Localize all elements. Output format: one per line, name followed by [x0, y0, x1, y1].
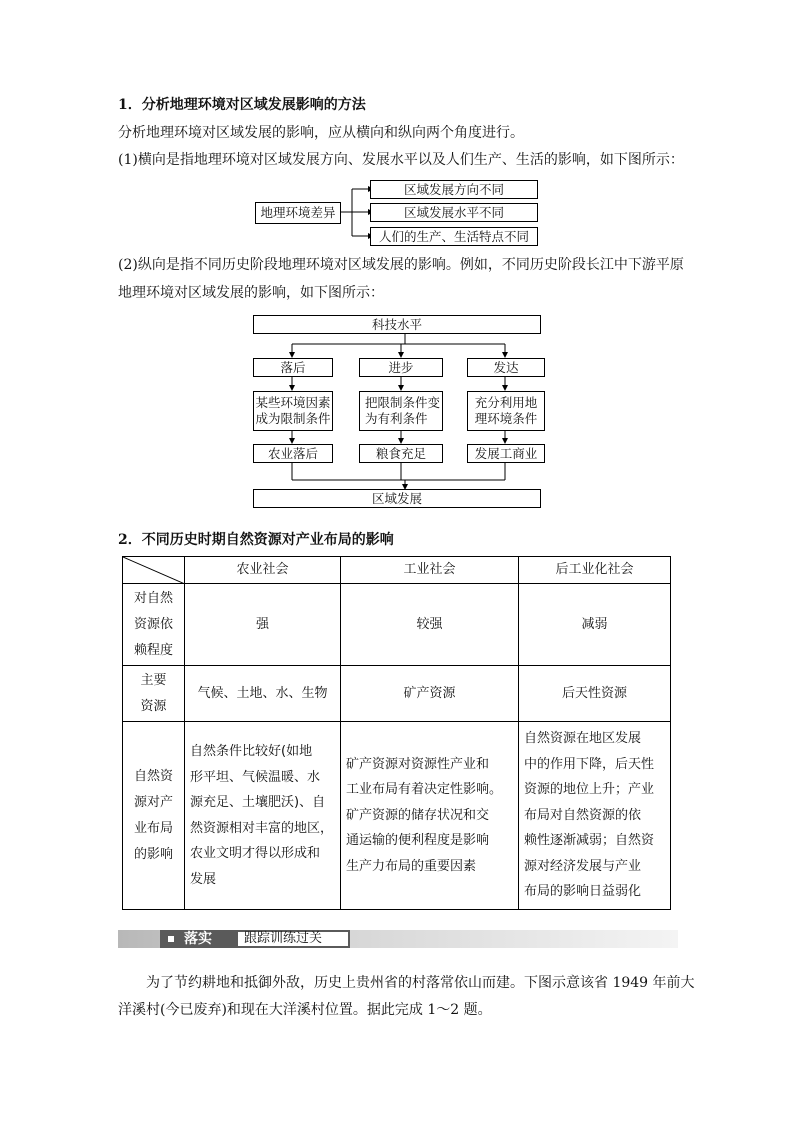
diagram1-branch-level: 区域发展水平不同 — [370, 203, 538, 222]
table-cell: 强 — [185, 584, 341, 666]
cell-line: 源对经济发展与产业 — [524, 858, 642, 874]
row-label-line: 业布局 — [133, 820, 173, 836]
table-cell — [519, 722, 671, 910]
diagram2-condition-transform — [359, 391, 443, 431]
section2-heading: 2．不同历史时期自然资源对产业布局的影响 — [118, 532, 394, 548]
row-label — [123, 584, 185, 666]
cell-line: 通运输的便利程度是影响 — [346, 833, 490, 849]
cell-line: 农业文明才得以形成和 — [190, 846, 321, 861]
diagonal-line — [123, 557, 185, 584]
cell-line: 中的作用下降，后天性 — [524, 756, 655, 772]
condition-line: 充分利用地 — [474, 395, 538, 410]
row-label-line: 对自然 — [133, 590, 173, 606]
cell-line: 工业布局有着决定性影响。 — [346, 782, 503, 798]
row-label-line: 自然资 — [133, 768, 173, 784]
table-header-row — [123, 557, 671, 584]
cell-line: 然资源相对丰富的地区， — [190, 820, 334, 836]
table-cell: 矿产资源 — [341, 666, 519, 722]
banner-subtitle: 跟踪训练过关 — [238, 932, 348, 946]
practice-banner — [118, 930, 678, 948]
diagram2-outcome-grain: 粮食充足 — [359, 444, 443, 463]
diagram1-root: 地理环境差异 — [255, 202, 341, 224]
square-bullet-icon — [168, 936, 174, 942]
cell-line: 资源的地位上升；产业 — [524, 782, 655, 798]
table-header: 工业社会 — [341, 557, 519, 584]
table-row — [123, 666, 671, 722]
row-label-line: 资源 — [140, 698, 167, 714]
cell-line: 矿产资源对资源性产业和 — [346, 756, 490, 772]
row-label — [123, 666, 185, 722]
condition-line: 把限制条件变 — [365, 395, 441, 410]
condition-line: 成为限制条件 — [255, 411, 331, 426]
cell-line: 布局的影响日益弱化 — [524, 884, 642, 900]
table-cell: 气候、土地、水、生物 — [185, 666, 341, 722]
banner-title: 落实 — [184, 931, 212, 947]
table-row — [123, 722, 671, 910]
cell-line: 矿产资源的储存状况和交 — [346, 807, 490, 823]
vertical-text-1: (2)纵向是指不同历史阶段地理环境对区域发展的影响。例如，不同历史阶段长江中下游平原 — [118, 257, 684, 273]
diagram2-outcome-agri: 农业落后 — [253, 444, 333, 463]
condition-line: 某些环境因素 — [255, 395, 331, 410]
diagram2-level-developed: 发达 — [467, 358, 545, 377]
question-line-2: 洋溪村(今已废弃)和现在大洋溪村位置。据此完成 1～2 题。 — [118, 1002, 492, 1018]
table-row — [123, 584, 671, 666]
diagram2-bottom: 区域发展 — [253, 489, 541, 508]
table-cell — [341, 722, 519, 910]
cell-line: 源充足、土壤肥沃)、自 — [190, 795, 326, 810]
diagram2-condition-utilize — [467, 391, 545, 431]
condition-line: 为有利条件 — [365, 411, 428, 426]
question-line-1: 为了节约耕地和抵御外敌，历史上贵州省的村落常依山而建。下图示意该省 1949 年前大 — [146, 975, 695, 991]
diagram2-outcome-commerce: 发展工商业 — [467, 444, 545, 463]
table-cell — [185, 722, 341, 910]
diagram2-top: 科技水平 — [253, 315, 541, 334]
section1-intro: 分析地理环境对区域发展的影响，应从横向和纵向两个角度进行。 — [118, 125, 524, 141]
section1-heading: 1．分析地理环境对区域发展影响的方法 — [118, 97, 366, 113]
table-header: 农业社会 — [185, 557, 341, 584]
row-label-line: 的影响 — [133, 846, 173, 862]
table-cell: 较强 — [341, 584, 519, 666]
cell-line: 形平坦、气候温暖、水 — [190, 769, 321, 785]
cell-line: 生产力布局的重要因素 — [346, 858, 477, 874]
row-label-line: 赖程度 — [133, 642, 173, 658]
vertical-text-2: 地理环境对区域发展的影响，如下图所示： — [118, 285, 384, 301]
diagram2-condition-restrict — [253, 391, 333, 431]
table-cell: 后天性资源 — [519, 666, 671, 722]
cell-line: 布局对自然资源的依 — [524, 807, 642, 823]
cell-line: 赖性逐渐减弱；自然资 — [524, 833, 655, 849]
table-header: 后工业化社会 — [519, 557, 671, 584]
row-label-line: 资源依 — [133, 616, 173, 632]
diagram2-level-progress: 进步 — [359, 358, 443, 377]
horizontal-text: (1)横向是指地理环境对区域发展方向、发展水平以及人们生产、生活的影响，如下图所示： — [118, 152, 684, 168]
diagram1-branch-life: 人们的生产、生活特点不同 — [370, 227, 538, 246]
cell-line: 自然资源在地区发展 — [524, 731, 642, 747]
cell-line: 发展 — [190, 871, 217, 887]
row-label-line: 主要 — [140, 672, 167, 688]
table-corner-cell — [123, 557, 185, 584]
table-cell: 减弱 — [519, 584, 671, 666]
diagram2-level-backward: 落后 — [253, 358, 333, 377]
diagram1-branch-direction: 区域发展方向不同 — [370, 180, 538, 199]
row-label-line: 源对产 — [133, 794, 173, 810]
resource-table — [122, 556, 671, 910]
cell-line: 自然条件比较好(如地 — [190, 744, 313, 759]
row-label — [123, 722, 185, 910]
condition-line: 理环境条件 — [474, 411, 538, 426]
